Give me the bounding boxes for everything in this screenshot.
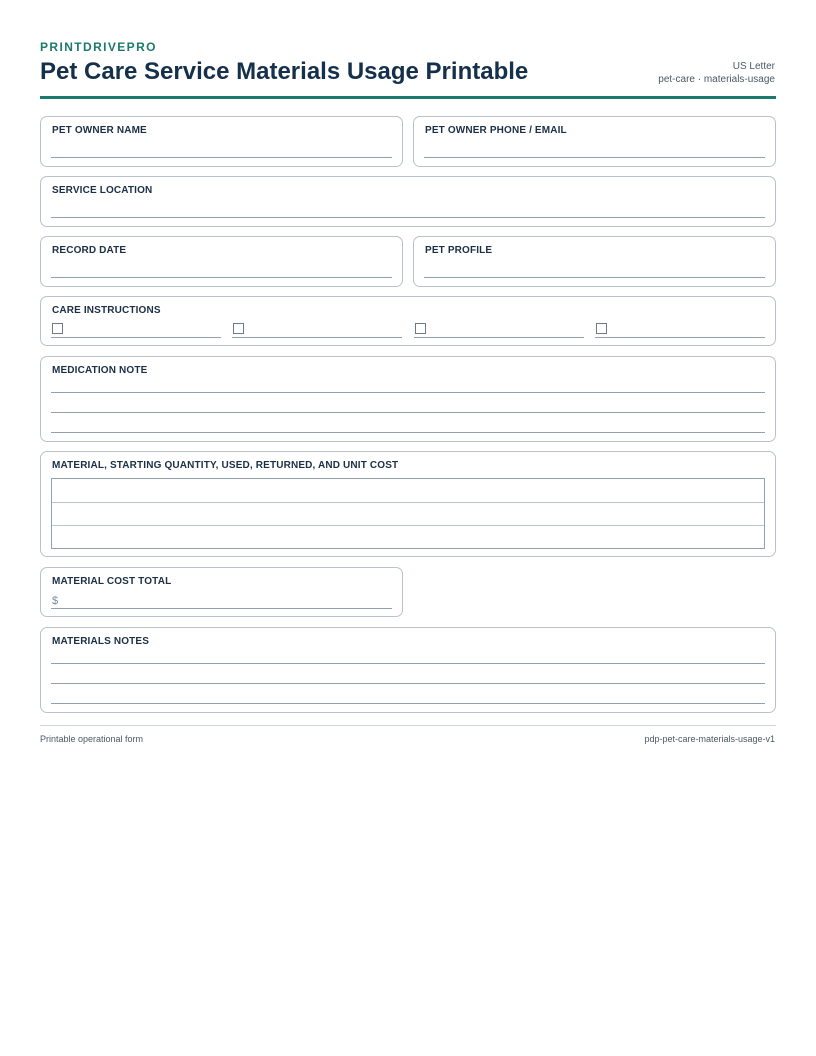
footer-rule [40, 725, 776, 726]
material-cost-total-input-line[interactable] [51, 608, 392, 609]
materials-notes-label: MATERIALS NOTES [52, 636, 150, 647]
medication-note-line-1[interactable] [51, 392, 765, 393]
material-cost-total-field [40, 567, 403, 617]
service-location-field [40, 176, 776, 227]
medication-note-label: MEDICATION NOTE [52, 365, 148, 376]
materials-notes-line-1[interactable] [51, 663, 765, 664]
care-checkbox-1[interactable] [52, 323, 63, 334]
care-instructions-label: CARE INSTRUCTIONS [52, 305, 161, 316]
owner-name-input-line[interactable] [51, 157, 392, 158]
currency-symbol: $ [52, 595, 59, 607]
paper-size: US Letter [732, 61, 775, 72]
medication-note-line-2[interactable] [51, 412, 765, 413]
pet-profile-input-line[interactable] [424, 277, 765, 278]
form-meta [658, 60, 775, 86]
service-location-label: SERVICE LOCATION [52, 185, 153, 196]
table-row[interactable] [52, 525, 764, 526]
footer-description: Printable operational form [40, 734, 144, 744]
form-tags: pet-care · materials-usage [658, 74, 775, 85]
care-checkbox-1-line[interactable] [51, 337, 221, 338]
medication-note-line-3[interactable] [51, 432, 765, 433]
materials-notes-line-2[interactable] [51, 683, 765, 684]
materials-table [51, 478, 765, 549]
header-rule [40, 96, 776, 99]
pet-profile-field [413, 236, 776, 287]
materials-table-section [40, 451, 776, 557]
record-date-label: RECORD DATE [52, 245, 127, 256]
owner-contact-field [413, 116, 776, 167]
care-checkbox-3-line[interactable] [414, 337, 584, 338]
pet-profile-label: PET PROFILE [425, 245, 493, 256]
medication-note-field [40, 356, 776, 442]
brand-name: PRINTDRIVEPRO [40, 40, 157, 54]
form-id: pdp-pet-care-materials-usage-v1 [644, 734, 775, 744]
material-cost-total-label: MATERIAL COST TOTAL [52, 576, 172, 587]
page-title: Pet Care Service Materials Usage Printable [40, 58, 529, 85]
materials-notes-line-3[interactable] [51, 703, 765, 704]
record-date-field [40, 236, 403, 287]
care-checkbox-2[interactable] [233, 323, 244, 334]
care-checkbox-4[interactable] [596, 323, 607, 334]
owner-name-label: PET OWNER NAME [52, 125, 147, 136]
owner-contact-label: PET OWNER PHONE / EMAIL [425, 125, 567, 136]
materials-table-label: MATERIAL, STARTING QUANTITY, USED, RETURNED, AND UNIT COST [52, 460, 399, 471]
care-checkbox-4-line[interactable] [595, 337, 765, 338]
care-checkbox-3[interactable] [415, 323, 426, 334]
care-checkbox-2-line[interactable] [232, 337, 402, 338]
record-date-input-line[interactable] [51, 277, 392, 278]
materials-notes-field [40, 627, 776, 713]
owner-name-field [40, 116, 403, 167]
care-instructions-field [40, 296, 776, 346]
service-location-input-line[interactable] [51, 217, 765, 218]
table-row[interactable] [52, 502, 764, 503]
owner-contact-input-line[interactable] [424, 157, 765, 158]
